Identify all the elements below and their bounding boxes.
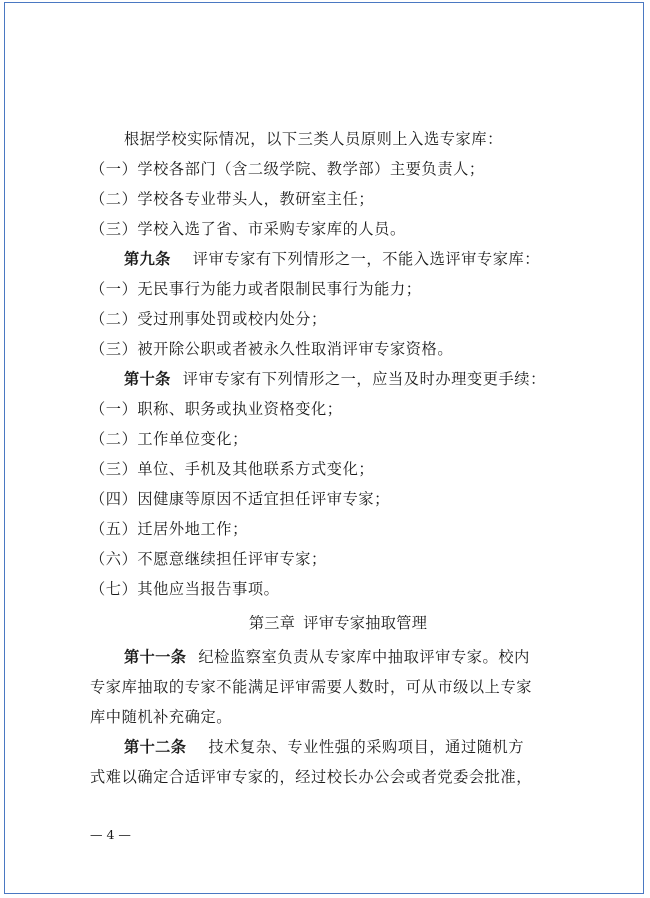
article-10-item-5: （五）迁居外地工作； — [90, 520, 248, 538]
article-10-item-3: （三）单位、手机及其他联系方式变化； — [90, 460, 375, 478]
chapter-title: 评审专家抽取管理 — [303, 614, 428, 632]
intro-item-2: （二）学校各专业带头人，教研室主任； — [90, 190, 375, 208]
document-body — [90, 124, 572, 792]
article-10-item-2: （二）工作单位变化； — [90, 430, 248, 448]
article-10 — [90, 364, 572, 394]
article-10-item-7: （七）其他应当报告事项。 — [90, 580, 280, 598]
intro-paragraph: 根据学校实际情况，以下三类人员原则上入选专家库： — [124, 130, 503, 148]
chapter-number: 第三章 — [248, 614, 296, 632]
article-11-label: 第十一条 — [124, 648, 187, 666]
article-11-text-1: 纪检监察室负责从专家库中抽取评审专家。校内 — [198, 648, 530, 666]
article-10-label: 第十条 — [124, 370, 171, 388]
page-number: — 4 — — [90, 827, 131, 842]
article-12-text-1: 技术复杂、专业性强的采购项目，通过随机方 — [208, 738, 525, 756]
article-10-item-6: （六）不愿意继续担任评审专家； — [90, 550, 327, 568]
article-11-line-3: 库中随机补充确定。 — [90, 708, 233, 726]
article-11-line-1 — [90, 642, 572, 672]
article-10-item-1: （一）职称、职务或执业资格变化； — [90, 400, 343, 418]
article-12-line-2: 式难以确定合适评审专家的，经过校长办公会或者党委会批准， — [90, 768, 533, 786]
article-10-text: 评审专家有下列情形之一，应当及时办理变更手续： — [182, 370, 546, 388]
intro-item-1: （一）学校各部门（含二级学院、教学部）主要负责人； — [90, 160, 485, 178]
chapter-heading — [90, 604, 572, 642]
article-11-line-2: 专家库抽取的专家不能满足评审需要人数时，可从市级以上专家 — [90, 678, 533, 696]
article-12-label: 第十二条 — [124, 738, 187, 756]
article-9-label: 第九条 — [124, 250, 171, 268]
article-9-item-2: （二）受过刑事处罚或校内处分； — [90, 310, 327, 328]
intro-item-3: （三）学校入选了省、市采购专家库的人员。 — [90, 220, 406, 238]
article-9-text: 评审专家有下列情形之一，不能入选评审专家库： — [192, 250, 541, 268]
article-9-item-1: （一）无民事行为能力或者限制民事行为能力； — [90, 280, 422, 298]
article-12-line-1 — [90, 732, 572, 762]
article-9-item-3: （三）被开除公职或者被永久性取消评审专家资格。 — [90, 340, 454, 358]
article-9 — [90, 244, 572, 274]
article-10-item-4: （四）因健康等原因不适宜担任评审专家； — [90, 490, 390, 508]
